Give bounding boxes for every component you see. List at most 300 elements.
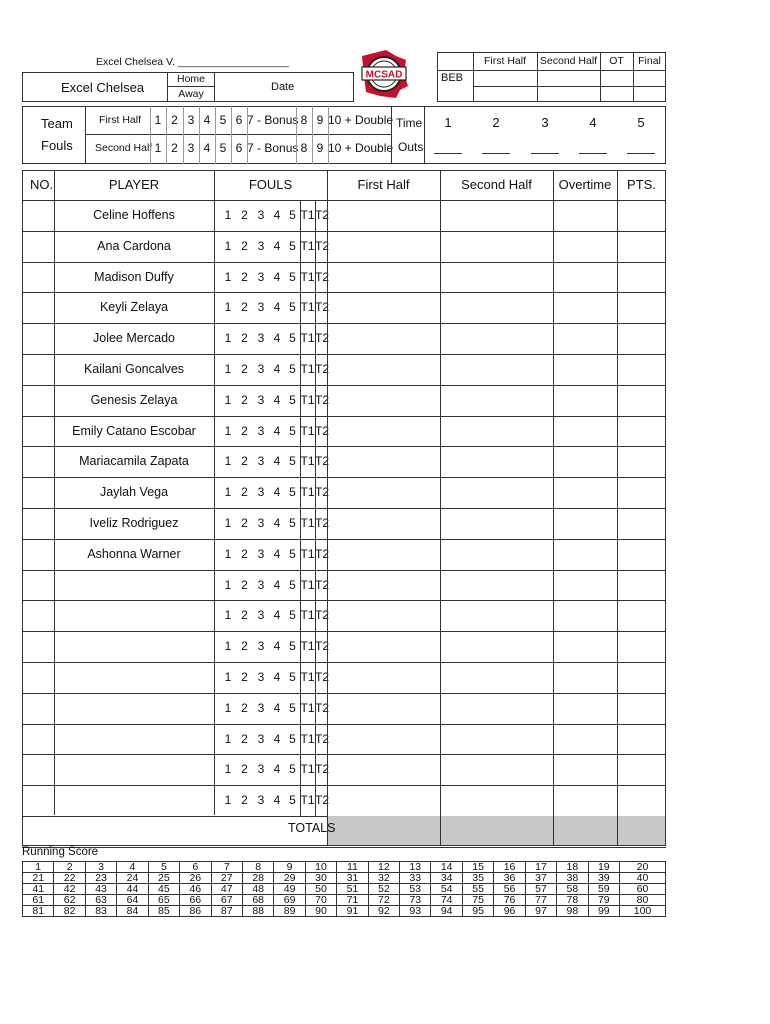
- timeout-check-line[interactable]: [627, 153, 655, 154]
- home-box: [167, 72, 215, 87]
- player-foul-mark[interactable]: 2: [241, 547, 248, 561]
- running-score-cell[interactable]: 32: [368, 873, 399, 884]
- running-score-cell[interactable]: 11: [337, 862, 368, 873]
- team-foul-count[interactable]: 2: [171, 113, 178, 127]
- player-foul-mark[interactable]: 5: [289, 300, 296, 314]
- away-label: Away: [178, 88, 204, 100]
- team-fouls-label-box: [22, 106, 86, 164]
- team-foul-count[interactable]: 2: [171, 141, 178, 155]
- running-score-cell[interactable]: 87: [211, 906, 242, 917]
- running-score-cell[interactable]: 21: [23, 873, 54, 884]
- player-name: Jolee Mercado: [93, 331, 175, 345]
- header-no: NO.: [30, 177, 54, 192]
- running-score-cell[interactable]: 75: [462, 895, 493, 906]
- player-foul-mark[interactable]: 2: [241, 732, 248, 746]
- running-score-cell[interactable]: 16: [494, 862, 525, 873]
- player-foul-mark[interactable]: 3: [257, 270, 265, 284]
- player-foul-mark[interactable]: T2: [315, 516, 330, 530]
- player-foul-mark[interactable]: 3: [257, 516, 265, 530]
- player-row: [0, 385, 770, 416]
- player-foul-mark[interactable]: T1: [300, 732, 315, 746]
- running-score-cell[interactable]: 99: [588, 906, 619, 917]
- totals-shade: [328, 816, 665, 845]
- running-score-cell[interactable]: 30: [305, 873, 336, 884]
- timeout-check-line[interactable]: [579, 153, 607, 154]
- player-foul-mark[interactable]: 4: [273, 208, 281, 222]
- running-score-cell[interactable]: 4: [117, 862, 148, 873]
- player-foul-mark[interactable]: 5: [289, 424, 296, 438]
- player-foul-mark[interactable]: T1: [300, 547, 315, 561]
- running-score-cell[interactable]: 23: [85, 873, 116, 884]
- player-foul-mark[interactable]: 1: [224, 393, 232, 407]
- running-score-cell[interactable]: 45: [148, 884, 179, 895]
- running-score-cell[interactable]: 67: [211, 895, 242, 906]
- timeout-number: 5: [637, 115, 645, 130]
- running-score-cell[interactable]: 79: [588, 895, 619, 906]
- running-score-cell[interactable]: 22: [54, 873, 85, 884]
- running-score-cell[interactable]: 1: [23, 862, 54, 873]
- player-foul-mark[interactable]: 3: [257, 639, 265, 653]
- running-score-cell[interactable]: 51: [337, 884, 368, 895]
- header-pts: PTS.: [627, 177, 656, 192]
- player-foul-mark[interactable]: T2: [315, 608, 330, 622]
- player-foul-mark[interactable]: T2: [315, 762, 330, 776]
- running-score-cell[interactable]: 93: [400, 906, 431, 917]
- running-score-cell[interactable]: 6: [180, 862, 211, 873]
- player-foul-mark[interactable]: 3: [257, 300, 265, 314]
- running-score-cell[interactable]: 68: [242, 895, 273, 906]
- running-score-cell[interactable]: 34: [431, 873, 462, 884]
- player-foul-mark[interactable]: T2: [315, 208, 330, 222]
- player-foul-mark[interactable]: 1: [224, 732, 232, 746]
- player-foul-mark[interactable]: 4: [273, 393, 281, 407]
- player-foul-mark[interactable]: 2: [241, 793, 248, 807]
- player-foul-mark[interactable]: 5: [289, 485, 296, 499]
- running-score-cell[interactable]: 65: [148, 895, 179, 906]
- running-score-cell[interactable]: 77: [525, 895, 556, 906]
- player-foul-mark[interactable]: 4: [273, 608, 281, 622]
- player-foul-mark[interactable]: T2: [315, 270, 330, 284]
- team-fouls-label-2: Fouls: [41, 138, 73, 153]
- player-name: Ashonna Warner: [87, 547, 181, 561]
- player-foul-mark[interactable]: T2: [315, 424, 330, 438]
- team-fouls-label-1: Team: [41, 116, 73, 131]
- player-row: [0, 262, 770, 293]
- player-foul-mark[interactable]: 2: [241, 362, 248, 376]
- player-row: [0, 416, 770, 447]
- player-foul-mark[interactable]: T1: [300, 485, 315, 499]
- player-foul-mark[interactable]: 4: [273, 424, 281, 438]
- player-foul-mark[interactable]: 5: [289, 454, 296, 468]
- player-foul-mark[interactable]: 2: [241, 762, 248, 776]
- player-foul-mark[interactable]: T2: [315, 701, 330, 715]
- player-foul-mark[interactable]: T1: [300, 424, 315, 438]
- player-foul-mark[interactable]: T2: [315, 393, 330, 407]
- player-foul-mark[interactable]: 2: [241, 454, 248, 468]
- player-foul-mark[interactable]: 5: [289, 732, 296, 746]
- player-foul-mark[interactable]: 1: [224, 362, 232, 376]
- player-foul-mark[interactable]: 2: [241, 300, 248, 314]
- player-foul-mark[interactable]: 4: [273, 639, 281, 653]
- running-score-cell[interactable]: 82: [54, 906, 85, 917]
- player-row: [0, 693, 770, 724]
- player-foul-mark[interactable]: 1: [224, 516, 232, 530]
- timeouts-label-2: Outs: [398, 140, 424, 154]
- player-foul-mark[interactable]: 5: [289, 608, 296, 622]
- running-score-cell[interactable]: 9: [274, 862, 305, 873]
- team-foul-count[interactable]: 1: [154, 141, 162, 155]
- running-score-cell[interactable]: 96: [494, 906, 525, 917]
- running-score-cell[interactable]: 31: [337, 873, 368, 884]
- player-foul-mark[interactable]: 3: [257, 701, 265, 715]
- player-foul-mark[interactable]: 2: [241, 393, 248, 407]
- player-foul-mark[interactable]: T2: [315, 331, 330, 345]
- player-foul-mark[interactable]: T1: [300, 300, 315, 314]
- player-foul-mark[interactable]: T2: [315, 670, 330, 684]
- player-foul-mark[interactable]: 2: [241, 208, 248, 222]
- player-foul-mark[interactable]: 4: [273, 547, 281, 561]
- running-score-cell[interactable]: 14: [431, 862, 462, 873]
- team-foul-count[interactable]: 10 + Double: [328, 113, 394, 127]
- running-score-cell[interactable]: 38: [557, 873, 588, 884]
- player-foul-mark[interactable]: T1: [300, 670, 315, 684]
- team-foul-count[interactable]: 5: [219, 141, 227, 155]
- player-foul-mark[interactable]: 3: [257, 362, 265, 376]
- player-foul-mark[interactable]: 1: [224, 793, 232, 807]
- running-score-cell[interactable]: 60: [620, 884, 666, 895]
- player-row: [0, 446, 770, 477]
- player-foul-mark[interactable]: T2: [315, 639, 330, 653]
- running-score-cell[interactable]: 74: [431, 895, 462, 906]
- player-foul-mark[interactable]: 1: [224, 547, 232, 561]
- player-foul-mark[interactable]: 2: [241, 239, 248, 253]
- running-score-cell[interactable]: 5: [148, 862, 179, 873]
- running-score-cell[interactable]: 55: [462, 884, 493, 895]
- player-foul-mark[interactable]: T1: [300, 701, 315, 715]
- team-foul-count[interactable]: 5: [219, 113, 227, 127]
- running-score-cell[interactable]: 10: [305, 862, 336, 873]
- player-foul-mark[interactable]: 1: [224, 701, 232, 715]
- player-foul-mark[interactable]: 3: [257, 208, 265, 222]
- running-score-cell[interactable]: 42: [54, 884, 85, 895]
- running-score-cell[interactable]: 78: [557, 895, 588, 906]
- running-score-cell[interactable]: 41: [23, 884, 54, 895]
- running-score-cell[interactable]: 28: [242, 873, 273, 884]
- team-foul-count[interactable]: 4: [203, 113, 211, 127]
- player-foul-mark[interactable]: 4: [273, 300, 281, 314]
- player-foul-mark[interactable]: 1: [224, 270, 232, 284]
- team-foul-count[interactable]: 4: [203, 141, 211, 155]
- player-foul-mark[interactable]: T1: [300, 362, 315, 376]
- running-score-cell[interactable]: 36: [494, 873, 525, 884]
- running-score-cell[interactable]: 7: [211, 862, 242, 873]
- running-score-cell[interactable]: 80: [620, 895, 666, 906]
- running-score-cell[interactable]: 46: [180, 884, 211, 895]
- player-foul-mark[interactable]: 5: [289, 270, 296, 284]
- team-foul-count[interactable]: 3: [187, 113, 195, 127]
- running-score-cell[interactable]: 20: [620, 862, 666, 873]
- player-foul-mark[interactable]: 2: [241, 608, 248, 622]
- player-foul-mark[interactable]: 2: [241, 639, 248, 653]
- player-foul-mark[interactable]: 3: [257, 239, 265, 253]
- running-score-cell[interactable]: 72: [368, 895, 399, 906]
- team-foul-count[interactable]: 3: [187, 141, 195, 155]
- player-foul-mark[interactable]: 4: [273, 362, 281, 376]
- player-row: [0, 724, 770, 755]
- running-score-row: [23, 906, 666, 917]
- player-foul-mark[interactable]: 2: [241, 424, 248, 438]
- running-score-cell[interactable]: 83: [85, 906, 116, 917]
- timeout-check-line[interactable]: [531, 153, 559, 154]
- timeout-check-line[interactable]: [482, 153, 510, 154]
- player-foul-mark[interactable]: T1: [300, 639, 315, 653]
- running-score-cell[interactable]: 33: [400, 873, 431, 884]
- running-score-cell[interactable]: 58: [557, 884, 588, 895]
- running-score-cell[interactable]: 100: [620, 906, 666, 917]
- player-foul-mark[interactable]: 1: [224, 608, 232, 622]
- running-score-cell[interactable]: 81: [23, 906, 54, 917]
- player-foul-mark[interactable]: 4: [273, 239, 281, 253]
- player-foul-mark[interactable]: T1: [300, 393, 315, 407]
- player-foul-mark[interactable]: 1: [224, 762, 232, 776]
- running-score-cell[interactable]: 35: [462, 873, 493, 884]
- running-score-row: [23, 873, 666, 884]
- player-foul-mark[interactable]: 4: [273, 331, 281, 345]
- player-foul-mark[interactable]: 1: [224, 670, 232, 684]
- running-score-cell[interactable]: 12: [368, 862, 399, 873]
- running-score-cell[interactable]: 92: [368, 906, 399, 917]
- player-foul-mark[interactable]: 3: [257, 762, 265, 776]
- running-score-cell[interactable]: 52: [368, 884, 399, 895]
- player-foul-mark[interactable]: 4: [273, 793, 281, 807]
- player-foul-mark[interactable]: 5: [289, 793, 296, 807]
- player-foul-mark[interactable]: 3: [257, 578, 265, 592]
- player-foul-mark[interactable]: 1: [224, 239, 232, 253]
- team-foul-count[interactable]: 7 - Bonus: [247, 141, 299, 155]
- team-name-box: [22, 72, 168, 102]
- player-foul-mark[interactable]: T1: [300, 454, 315, 468]
- running-score-row: [23, 862, 666, 873]
- player-foul-mark[interactable]: 1: [224, 300, 232, 314]
- player-foul-mark[interactable]: 1: [224, 424, 232, 438]
- player-foul-mark[interactable]: 3: [257, 454, 265, 468]
- running-score-cell[interactable]: 88: [242, 906, 273, 917]
- player-foul-mark[interactable]: 2: [241, 516, 248, 530]
- player-foul-mark[interactable]: 5: [289, 362, 296, 376]
- player-foul-mark[interactable]: 1: [224, 578, 232, 592]
- player-foul-mark[interactable]: 5: [289, 578, 296, 592]
- player-foul-mark[interactable]: T1: [300, 516, 315, 530]
- header-overtime: Overtime: [558, 177, 612, 192]
- player-foul-mark[interactable]: 2: [241, 270, 248, 284]
- player-foul-mark[interactable]: T2: [315, 362, 330, 376]
- running-score-cell[interactable]: 63: [85, 895, 116, 906]
- running-score-cell[interactable]: 47: [211, 884, 242, 895]
- running-score-cell[interactable]: 86: [180, 906, 211, 917]
- running-score-cell[interactable]: 56: [494, 884, 525, 895]
- running-score-cell[interactable]: 43: [85, 884, 116, 895]
- player-foul-mark[interactable]: T1: [300, 762, 315, 776]
- date-label: Date: [271, 81, 295, 93]
- player-foul-mark[interactable]: 1: [224, 331, 232, 345]
- player-foul-mark[interactable]: 5: [289, 239, 296, 253]
- running-score-cell[interactable]: 26: [180, 873, 211, 884]
- running-score-cell[interactable]: 29: [274, 873, 305, 884]
- player-foul-mark[interactable]: 4: [273, 485, 281, 499]
- player-foul-mark[interactable]: 3: [257, 393, 265, 407]
- running-score-cell[interactable]: 53: [400, 884, 431, 895]
- player-foul-mark[interactable]: T2: [315, 547, 330, 561]
- running-score-cell[interactable]: 2: [54, 862, 85, 873]
- league-logo: [356, 46, 412, 100]
- player-foul-mark[interactable]: T1: [300, 578, 315, 592]
- running-score-cell[interactable]: 27: [211, 873, 242, 884]
- player-foul-mark[interactable]: 5: [289, 393, 296, 407]
- home-label: Home: [176, 73, 205, 85]
- running-score-cell[interactable]: 76: [494, 895, 525, 906]
- running-score-cell[interactable]: 66: [180, 895, 211, 906]
- player-foul-mark[interactable]: T2: [315, 793, 330, 807]
- team-foul-count[interactable]: 6: [235, 141, 243, 155]
- player-foul-mark[interactable]: T1: [300, 270, 315, 284]
- player-foul-mark[interactable]: 3: [257, 732, 265, 746]
- running-score-cell[interactable]: 57: [525, 884, 556, 895]
- running-score-cell[interactable]: 70: [305, 895, 336, 906]
- player-foul-mark[interactable]: 4: [273, 701, 281, 715]
- player-foul-mark[interactable]: T1: [300, 331, 315, 345]
- running-score-cell[interactable]: 59: [588, 884, 619, 895]
- player-foul-mark[interactable]: 3: [257, 608, 265, 622]
- running-score-cell[interactable]: 37: [525, 873, 556, 884]
- player-foul-mark[interactable]: 5: [289, 701, 296, 715]
- player-foul-mark[interactable]: 2: [241, 485, 248, 499]
- player-name: Ana Cardona: [97, 239, 171, 253]
- player-foul-mark[interactable]: 4: [273, 454, 281, 468]
- player-foul-mark[interactable]: T1: [300, 208, 315, 222]
- player-foul-mark[interactable]: 5: [289, 516, 296, 530]
- player-foul-mark[interactable]: 1: [224, 208, 232, 222]
- running-score-cell[interactable]: 98: [557, 906, 588, 917]
- running-score-cell[interactable]: 69: [274, 895, 305, 906]
- player-foul-mark[interactable]: 4: [273, 762, 281, 776]
- running-score-cell[interactable]: 91: [337, 906, 368, 917]
- running-score-cell[interactable]: 18: [557, 862, 588, 873]
- player-foul-mark[interactable]: 3: [257, 331, 265, 345]
- timeouts-label-1: Time: [396, 116, 423, 130]
- player-foul-mark[interactable]: 1: [224, 639, 232, 653]
- running-score-cell[interactable]: 89: [274, 906, 305, 917]
- timeout-number: 2: [492, 115, 500, 130]
- team-foul-count[interactable]: 1: [154, 113, 162, 127]
- running-score-cell[interactable]: 25: [148, 873, 179, 884]
- running-score-cell[interactable]: 17: [525, 862, 556, 873]
- player-foul-mark[interactable]: T1: [300, 793, 315, 807]
- running-score-cell[interactable]: 48: [242, 884, 273, 895]
- player-foul-mark[interactable]: T1: [300, 608, 315, 622]
- running-score-cell[interactable]: 97: [525, 906, 556, 917]
- player-foul-mark[interactable]: 4: [273, 732, 281, 746]
- team-foul-count[interactable]: 7 - Bonus: [247, 113, 299, 127]
- running-score-cell[interactable]: 50: [305, 884, 336, 895]
- running-score-cell[interactable]: 3: [85, 862, 116, 873]
- running-score-cell[interactable]: 94: [431, 906, 462, 917]
- team-foul-count[interactable]: 8: [300, 113, 308, 127]
- player-foul-mark[interactable]: 5: [289, 670, 296, 684]
- player-row: [0, 323, 770, 354]
- player-foul-mark[interactable]: 3: [257, 793, 265, 807]
- running-score-cell[interactable]: 90: [305, 906, 336, 917]
- running-score-cell[interactable]: 62: [54, 895, 85, 906]
- header-player: PLAYER: [108, 177, 160, 192]
- player-foul-mark[interactable]: 3: [257, 670, 265, 684]
- team-foul-count[interactable]: 9: [316, 113, 324, 127]
- player-foul-mark[interactable]: T2: [315, 454, 330, 468]
- player-foul-mark[interactable]: T1: [300, 239, 315, 253]
- running-score-cell[interactable]: 44: [117, 884, 148, 895]
- running-score-cell[interactable]: 64: [117, 895, 148, 906]
- team-foul-count[interactable]: 8: [300, 141, 308, 155]
- running-score-cell[interactable]: 13: [400, 862, 431, 873]
- player-foul-mark[interactable]: T2: [315, 485, 330, 499]
- player-foul-mark[interactable]: 1: [224, 485, 232, 499]
- header-second-half: Second Half: [461, 177, 532, 192]
- player-foul-mark[interactable]: 5: [289, 547, 296, 561]
- player-foul-mark[interactable]: 3: [257, 547, 265, 561]
- running-score-cell[interactable]: 15: [462, 862, 493, 873]
- player-foul-mark[interactable]: 4: [273, 516, 281, 530]
- player-foul-mark[interactable]: 5: [289, 208, 296, 222]
- player-foul-mark[interactable]: 2: [241, 578, 248, 592]
- svg-text:MCSAD: MCSAD: [365, 69, 403, 81]
- player-foul-mark[interactable]: 5: [289, 639, 296, 653]
- team-foul-count[interactable]: 10 + Double: [328, 141, 394, 155]
- running-score-cell[interactable]: 19: [588, 862, 619, 873]
- team-foul-count[interactable]: 6: [235, 113, 243, 127]
- team-foul-count[interactable]: 9: [316, 141, 324, 155]
- player-foul-mark[interactable]: 2: [241, 331, 248, 345]
- running-score-cell[interactable]: 49: [274, 884, 305, 895]
- running-score-cell[interactable]: 95: [462, 906, 493, 917]
- running-score-cell[interactable]: 24: [117, 873, 148, 884]
- player-foul-mark[interactable]: 2: [241, 670, 248, 684]
- running-score-cell[interactable]: 40: [620, 873, 666, 884]
- timeout-check-line[interactable]: [434, 153, 462, 154]
- running-score-cell[interactable]: 84: [117, 906, 148, 917]
- running-score-cell[interactable]: 39: [588, 873, 619, 884]
- player-foul-mark[interactable]: 4: [273, 670, 281, 684]
- player-foul-mark[interactable]: T2: [315, 239, 330, 253]
- player-foul-mark[interactable]: 5: [289, 331, 296, 345]
- header-first-half: First Half: [357, 177, 410, 192]
- player-foul-mark[interactable]: 4: [273, 578, 281, 592]
- running-score-cell[interactable]: 85: [148, 906, 179, 917]
- player-foul-mark[interactable]: T2: [315, 578, 330, 592]
- player-foul-mark[interactable]: 2: [241, 701, 248, 715]
- player-foul-mark[interactable]: T2: [315, 300, 330, 314]
- running-score-cell[interactable]: 8: [242, 862, 273, 873]
- running-score-cell[interactable]: 71: [337, 895, 368, 906]
- running-score-cell[interactable]: 61: [23, 895, 54, 906]
- running-score-label: Running Score: [22, 846, 99, 858]
- player-foul-mark[interactable]: T2: [315, 732, 330, 746]
- player-foul-mark[interactable]: 3: [257, 424, 265, 438]
- player-foul-mark[interactable]: 4: [273, 270, 281, 284]
- player-foul-mark[interactable]: 3: [257, 485, 265, 499]
- running-score-cell[interactable]: 54: [431, 884, 462, 895]
- running-score-cell[interactable]: 73: [400, 895, 431, 906]
- player-foul-mark[interactable]: 1: [224, 454, 232, 468]
- player-foul-mark[interactable]: 5: [289, 762, 296, 776]
